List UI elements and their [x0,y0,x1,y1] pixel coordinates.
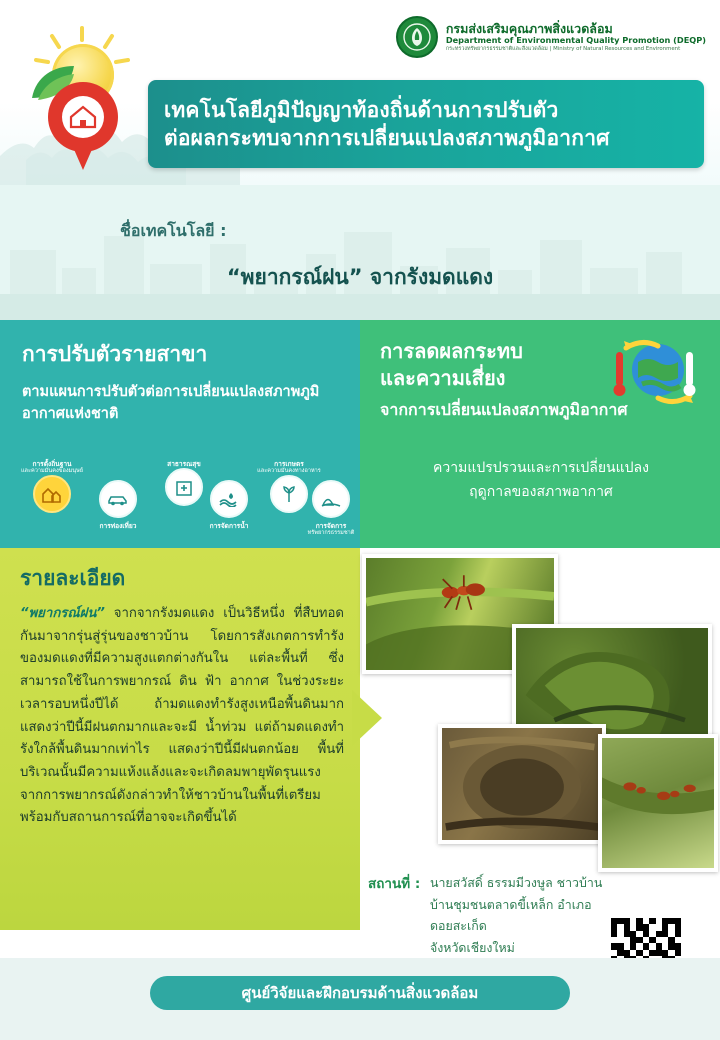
sector-adaptation-heading: การปรับตัวรายสาขา [22,342,208,366]
sector-natural-resources[interactable] [296,480,366,537]
org-name-th: กรมส่งเสริมคุณภาพสิ่งแวดล้อม [445,21,613,36]
sector-natural-resources-label: การจัดการ [315,522,347,530]
settlement-icon [33,475,71,513]
mitigation-heading-line2: และความเสี่ยง [380,366,506,390]
sector-settlement-label: การตั้งถิ่นฐาน [32,460,72,468]
garuda-seal-icon [396,16,438,58]
technology-name-band [0,185,720,320]
footer-organization-pill: ศูนย์วิจัยและฝึกอบรมด้านสิ่งแวดล้อม [150,976,570,1010]
mitigation-panel [360,320,720,548]
photo-ant-nest-dry [438,724,606,844]
page-title-line2: ต่อผลกระทบจากการเปลี่ยนแปลงสภาพภูมิอากาศ [164,126,610,150]
lightbulb-map-pin-logo [22,26,142,176]
tourism-car-icon [99,480,137,518]
location-line-2: บ้านชุมชนตลาดขี้เหล็ก อำเภอดอยสะเก็ด [430,896,592,934]
details-heading: รายละเอียด [20,566,126,590]
details-emphasis: “พยากรณ์ฝน” [20,606,105,621]
house-icon [68,104,98,130]
map-pin-icon [48,82,118,170]
org-name-en: Department of Environmental Quality Promotion (DEQP) [445,35,706,46]
poster-title-bar [148,80,704,168]
location-label: สถานที่ : [368,876,421,892]
photo-collage [360,548,720,870]
sector-settlement[interactable] [16,458,88,513]
mitigation-note-line2: ฤดูกาลของสภาพอากาศ [469,483,613,500]
technology-name-value: “พยากรณ์ฝน” จากรังมดแดง [226,265,494,289]
sector-water-label: การจัดการน้ำ [209,522,249,530]
sector-adaptation-text: ตามแผนการปรับตัวต่อการเปลี่ยนแปลงสภาพภูมิอากาศแห่งชาติ [22,384,320,423]
mitigation-heading-line1: การลดผลกระทบ [380,339,523,363]
location-block [360,862,603,958]
location-line-3: จังหวัดเชียงใหม่ [430,940,515,956]
details-body-text: จากจากรังมดแดง เป็นวิธีหนึ่ง ที่สืบทอดกันมาจากรุ่นสู่รุ่นของชาวบ้าน โดยการสังเกตการทำรังของมดแดงที่มีความสูงแตกต่างกันใน แต่ละพื้นที่ ซึ่งสามารถใช้ในการพยากรณ์ ดิน ฟ้า อากาศ ในช่วงระยะเวลารอบหนึ่งปีได้ ถ้ามดแดงทำรังสูงเหนือพื้นดินมาก แสดงว่าปีนี้มีฝนตกมากและจะมี น้ำท่วม แต่ถ้ามดแดงทำรังใกล้พื้นดินมากเท่าไร แสดงว่าปีนี้มีฝนตกน้อย พื้นที่บริเวณนั้นมีความแห้งแล้งและจะเกิดลมพายุพัดรุนแรง จากการพยากรณ์ดังกล่าวทำให้ชาวบ้านในพื้นที่เตรียมพร้อมกับสถานการณ์ที่อาจจะเกิดขึ้นได้ [20,606,344,826]
page-title-line1: เทคโนโลยีภูมิปัญญาท้องถิ่นด้านการปรับตัว [164,97,559,122]
pin-inner-circle [62,96,104,138]
sector-agriculture-label2: และความมั่นคงทางอาหาร [257,468,321,475]
sector-settlement-label2: และความมั่นคงของมนุษย์ [20,468,84,475]
ministry-name: กระทรวงทรัพยากรธรรมชาติและสิ่งแวดล้อม | Ministry of Natural Resources and Environment [445,45,681,52]
mitigation-subheading: จากการเปลี่ยนแปลงสภาพภูมิอากาศ [380,400,628,419]
poster-footer [0,958,720,1040]
organization-text [446,22,706,52]
location-line-1: นายสวัสดิ์ ธรรมมีวงษูล ชาวบ้าน [430,875,603,890]
mitigation-note-line1: ความแปรปรวนและการเปลี่ยนแปลง [433,460,649,476]
pointer-arrow-icon [352,690,382,746]
sector-tourism-label: การท่องเที่ยว [99,522,137,530]
sector-natural-resources-label2: ทรัพยากรธรรมชาติ [307,530,355,537]
organization-block [396,16,706,58]
natural-resources-icon [312,480,350,518]
sector-public-health-label: สาธารณสุข [167,460,201,468]
water-management-icon [210,480,248,518]
technology-name-label: ชื่อเทคโนโลยี : [120,221,227,240]
details-panel [0,548,360,930]
details-body [20,603,344,830]
photo-ants-on-branch [598,734,718,872]
sector-icon-row [8,452,360,544]
sector-tourism[interactable] [86,480,150,530]
globe-thermometer-icon [586,334,706,420]
sector-agriculture-label: การเกษตร [274,460,304,468]
poster-header [0,0,720,185]
